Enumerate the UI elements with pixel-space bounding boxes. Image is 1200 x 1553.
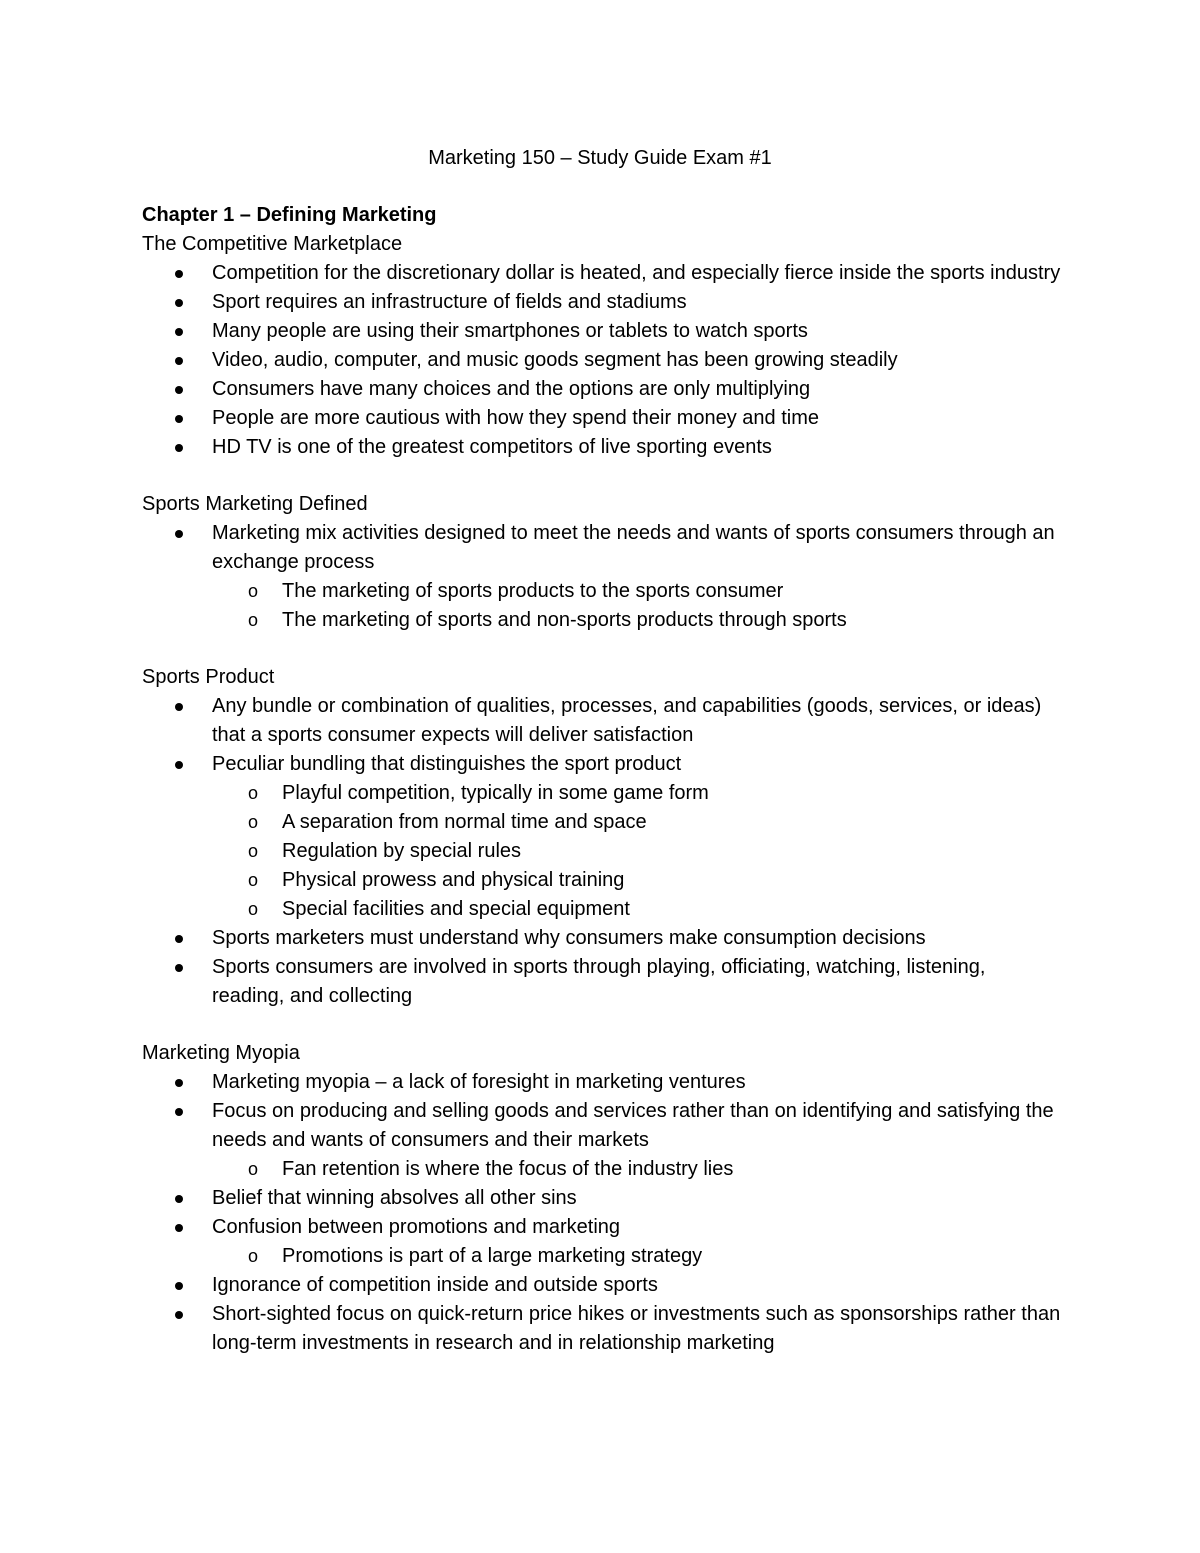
section — [142, 1039, 1062, 1358]
bullet-text: Marketing mix activities designed to meet the needs and wants of sports consumers through an exchange process — [212, 522, 1055, 573]
bullet-text: Consumers have many choices and the options are only multiplying — [212, 378, 811, 400]
sub-bullet-text: Physical prowess and physical training — [282, 869, 625, 891]
hollow-circle-icon: o — [248, 610, 259, 630]
sub-bullet-list — [212, 779, 1062, 924]
sub-bullet-list — [212, 1242, 1062, 1271]
sub-bullet-item — [212, 808, 1062, 837]
bullet-dot-icon — [175, 357, 183, 365]
sub-bullet-item — [212, 577, 1062, 606]
bullet-dot-icon — [175, 415, 183, 423]
sub-bullet-item — [212, 1155, 1062, 1184]
bullet-dot-icon — [175, 1282, 183, 1290]
bullet-text: Confusion between promotions and marketing — [212, 1216, 621, 1238]
bullet-text: Peculiar bundling that distinguishes the sport product — [212, 753, 682, 775]
section — [142, 663, 1062, 1011]
bullet-text: Sports consumers are involved in sports through playing, officiating, watching, listening, reading, and collecting — [212, 956, 986, 1007]
sub-bullet-item — [212, 779, 1062, 808]
sub-bullet-item — [212, 866, 1062, 895]
bullet-item — [142, 433, 1062, 462]
bullet-text: Video, audio, computer, and music goods segment has been growing steadily — [212, 349, 898, 371]
sub-bullet-text: Fan retention is where the focus of the industry lies — [282, 1158, 734, 1180]
bullet-list — [142, 519, 1062, 635]
bullet-text: Sport requires an infrastructure of fields and stadiums — [212, 291, 687, 313]
hollow-circle-icon: o — [248, 581, 259, 601]
section — [142, 230, 1062, 462]
sub-bullet-text: Promotions is part of a large marketing strategy — [282, 1245, 703, 1267]
section-title: The Competitive Marketplace — [142, 233, 403, 255]
bullet-text: Ignorance of competition inside and outside sports — [212, 1274, 658, 1296]
bullet-text: Short-sighted focus on quick-return price hikes or investments such as sponsorships rather than long-term investments in research and in relationship marketing — [212, 1303, 1061, 1354]
bullet-item — [142, 1097, 1062, 1184]
hollow-circle-icon: o — [248, 812, 259, 832]
sub-bullet-text: The marketing of sports and non-sports products through sports — [282, 609, 847, 631]
bullet-dot-icon — [175, 270, 183, 278]
sub-bullet-item — [212, 606, 1062, 635]
hollow-circle-icon: o — [248, 841, 259, 861]
bullet-dot-icon — [175, 935, 183, 943]
bullet-list — [142, 259, 1062, 462]
hollow-circle-icon: o — [248, 783, 259, 803]
bullet-item — [142, 288, 1062, 317]
bullet-dot-icon — [175, 1224, 183, 1232]
sub-bullet-text: The marketing of sports products to the sports consumer — [282, 580, 784, 602]
bullet-dot-icon — [175, 964, 183, 972]
sub-bullet-list — [212, 1155, 1062, 1184]
bullet-dot-icon — [175, 328, 183, 336]
bullet-dot-icon — [175, 1311, 183, 1319]
sub-bullet-text: A separation from normal time and space — [282, 811, 647, 833]
chapter-heading: Chapter 1 – Defining Marketing — [142, 204, 437, 226]
bullet-item — [142, 1271, 1062, 1300]
bullet-text: HD TV is one of the greatest competitors of live sporting events — [212, 436, 772, 458]
sub-bullet-text: Regulation by special rules — [282, 840, 522, 862]
bullet-item — [142, 1184, 1062, 1213]
bullet-text: Belief that winning absolves all other sins — [212, 1187, 577, 1209]
document-body — [142, 201, 1062, 1358]
bullet-dot-icon — [175, 761, 183, 769]
bullet-item — [142, 692, 1062, 750]
bullet-text: Any bundle or combination of qualities, processes, and capabilities (goods, services, or ideas) that a sports consumer expects will deliver satisfaction — [212, 695, 1042, 746]
bullet-text: Competition for the discretionary dollar is heated, and especially fierce inside the sports industry — [212, 262, 1061, 284]
bullet-dot-icon — [175, 703, 183, 711]
bullet-dot-icon — [175, 1108, 183, 1116]
bullet-item — [142, 317, 1062, 346]
hollow-circle-icon: o — [248, 1246, 259, 1266]
bullet-text: People are more cautious with how they spend their money and time — [212, 407, 820, 429]
bullet-item — [142, 750, 1062, 924]
bullet-item — [142, 375, 1062, 404]
bullet-item — [142, 1213, 1062, 1271]
section-title: Sports Product — [142, 666, 275, 688]
sub-bullet-item — [212, 895, 1062, 924]
sections-container — [142, 230, 1062, 1358]
bullet-dot-icon — [175, 530, 183, 538]
document-title: Marketing 150 – Study Guide Exam #1 — [428, 147, 772, 169]
bullet-dot-icon — [175, 1195, 183, 1203]
sub-bullet-item — [212, 837, 1062, 866]
bullet-dot-icon — [175, 444, 183, 452]
bullet-text: Many people are using their smartphones or tablets to watch sports — [212, 320, 808, 342]
bullet-item — [142, 953, 1062, 1011]
bullet-item — [142, 924, 1062, 953]
bullet-dot-icon — [175, 299, 183, 307]
bullet-item — [142, 519, 1062, 635]
bullet-item — [142, 1300, 1062, 1358]
bullet-text: Focus on producing and selling goods and services rather than on identifying and satisfying the needs and wants of consumers and their markets — [212, 1100, 1054, 1151]
bullet-item — [142, 1068, 1062, 1097]
bullet-list — [142, 1068, 1062, 1358]
hollow-circle-icon: o — [248, 899, 259, 919]
hollow-circle-icon: o — [248, 870, 259, 890]
bullet-text: Sports marketers must understand why consumers make consumption decisions — [212, 927, 926, 949]
sub-bullet-list — [212, 577, 1062, 635]
bullet-list — [142, 692, 1062, 1011]
bullet-dot-icon — [175, 1079, 183, 1087]
bullet-item — [142, 346, 1062, 375]
bullet-dot-icon — [175, 386, 183, 394]
sub-bullet-text: Special facilities and special equipment — [282, 898, 630, 920]
section-title: Marketing Myopia — [142, 1042, 300, 1064]
bullet-item — [142, 404, 1062, 433]
sub-bullet-item — [212, 1242, 1062, 1271]
bullet-text: Marketing myopia – a lack of foresight in marketing ventures — [212, 1071, 746, 1093]
bullet-item — [142, 259, 1062, 288]
sub-bullet-text: Playful competition, typically in some game form — [282, 782, 709, 804]
section-title: Sports Marketing Defined — [142, 493, 368, 515]
section — [142, 490, 1062, 635]
hollow-circle-icon: o — [248, 1159, 259, 1179]
